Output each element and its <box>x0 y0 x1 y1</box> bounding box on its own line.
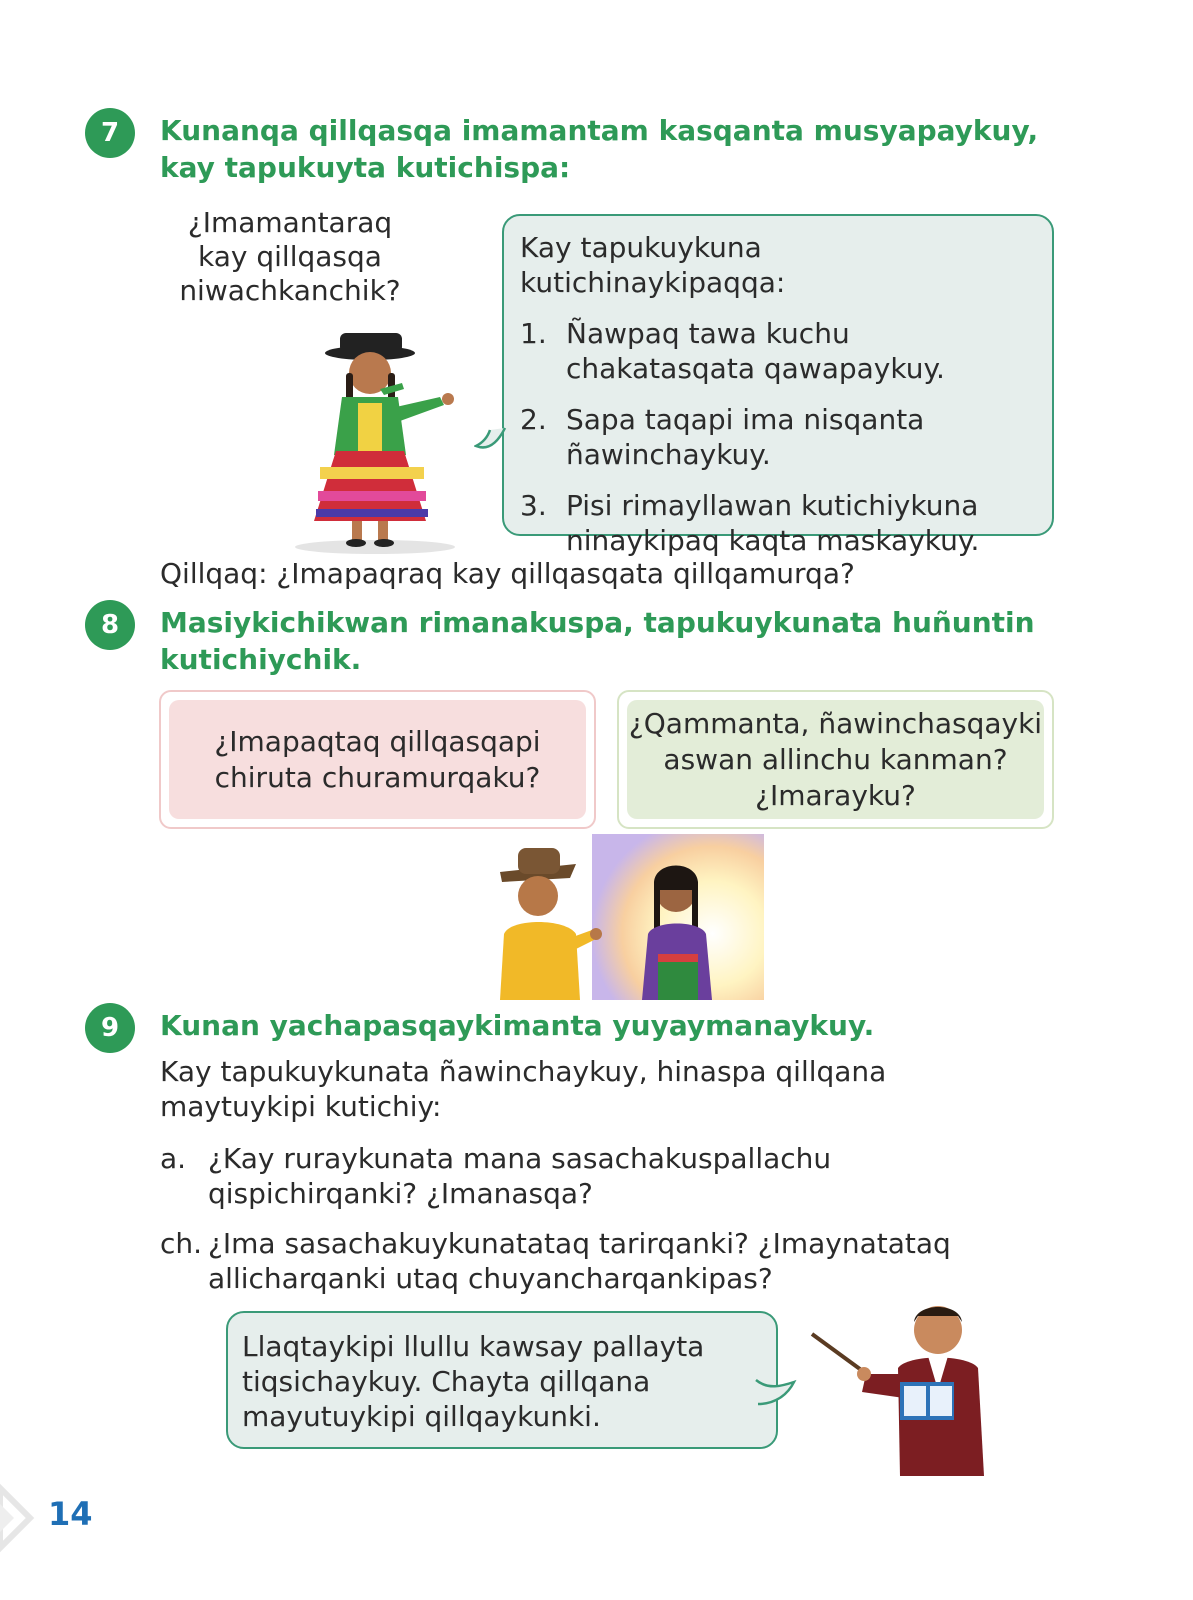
list-text: Ñawpaq tawa kuchu chakatasqata qawapaykuy. <box>566 317 945 385</box>
list-text: Sapa taqapi ima nisqanta ñawinchaykuy. <box>566 403 925 471</box>
list-text: Pisi rimayllawan kutichiykuna ninaykipaq kaqta maskaykuy. <box>566 489 980 557</box>
question-label: a. <box>160 1142 187 1175</box>
question-label: ch. <box>160 1227 203 1260</box>
corner-ornament <box>0 1468 44 1568</box>
activity9-instruction: Kay tapukuykunata ñawinchaykuy, hinaspa qillqana maytuykipi kutichiy: <box>160 1055 887 1123</box>
activity8-heading: Masiykichikwan rimanakuspa, tapukuykunata huñuntin kutichiychik. <box>160 606 1035 676</box>
card-text: ¿Imapaqtaq qillqasqapi chiruta churamurqaku? <box>169 700 586 819</box>
question-card-pink <box>159 690 596 829</box>
list-item <box>520 402 1036 472</box>
question-item <box>160 1226 1040 1296</box>
question-card-green <box>617 690 1054 829</box>
activity-number-9: 9 <box>85 1003 135 1053</box>
list-item <box>520 316 1036 386</box>
girl-illustration <box>280 325 470 555</box>
list-number: 1. <box>520 317 547 350</box>
children-illustration <box>480 834 764 1000</box>
list-number: 3. <box>520 489 547 522</box>
followup-question: Qillqaq: ¿Imapaqraq kay qillqasqata qillqamurqa? <box>160 557 855 590</box>
activity7-heading: Kunanqa qillqasqa imamantam kasqanta musyapaykuy, kay tapukuyta kutichispa: <box>160 114 1039 184</box>
list-number: 2. <box>520 403 547 436</box>
activity9-heading: Kunan yachapasqaykimanta yuyaymanaykuy. <box>160 1009 875 1042</box>
bubble-tail <box>752 1376 798 1410</box>
instruction-bubble <box>502 214 1054 557</box>
list-item <box>520 488 1036 558</box>
question-item <box>160 1141 1040 1211</box>
card-text: ¿Qammanta, ñawinchasqayki aswan allinchu kanman? ¿Imarayku? <box>627 700 1044 819</box>
teacher-bubble: Llaqtaykipi llullu kawsay pallayta tiqsichaykuy. Chayta qillqana mayutuykipi qillqaykunki. <box>226 1311 778 1449</box>
girl-question: ¿Imamantaraq kay qillqasqa niwachkanchik? <box>179 206 401 307</box>
instruction-intro: Kay tapukuykuna kutichinaykipaqqa: <box>520 231 786 299</box>
activity-number-8: 8 <box>85 600 135 650</box>
bubble-tail <box>474 424 508 458</box>
activity-number-7: 7 <box>85 108 135 158</box>
question-text: ¿Ima sasachakuykunatataq tarirqanki? ¿Imaynatataq allicharqanki utaq chuyancharqankipas? <box>208 1227 951 1295</box>
page-number: 14 <box>48 1495 93 1533</box>
teacher-illustration <box>808 1298 990 1483</box>
question-text: ¿Kay ruraykunata mana sasachakuspallachu qispichirqanki? ¿Imanasqa? <box>208 1142 832 1210</box>
